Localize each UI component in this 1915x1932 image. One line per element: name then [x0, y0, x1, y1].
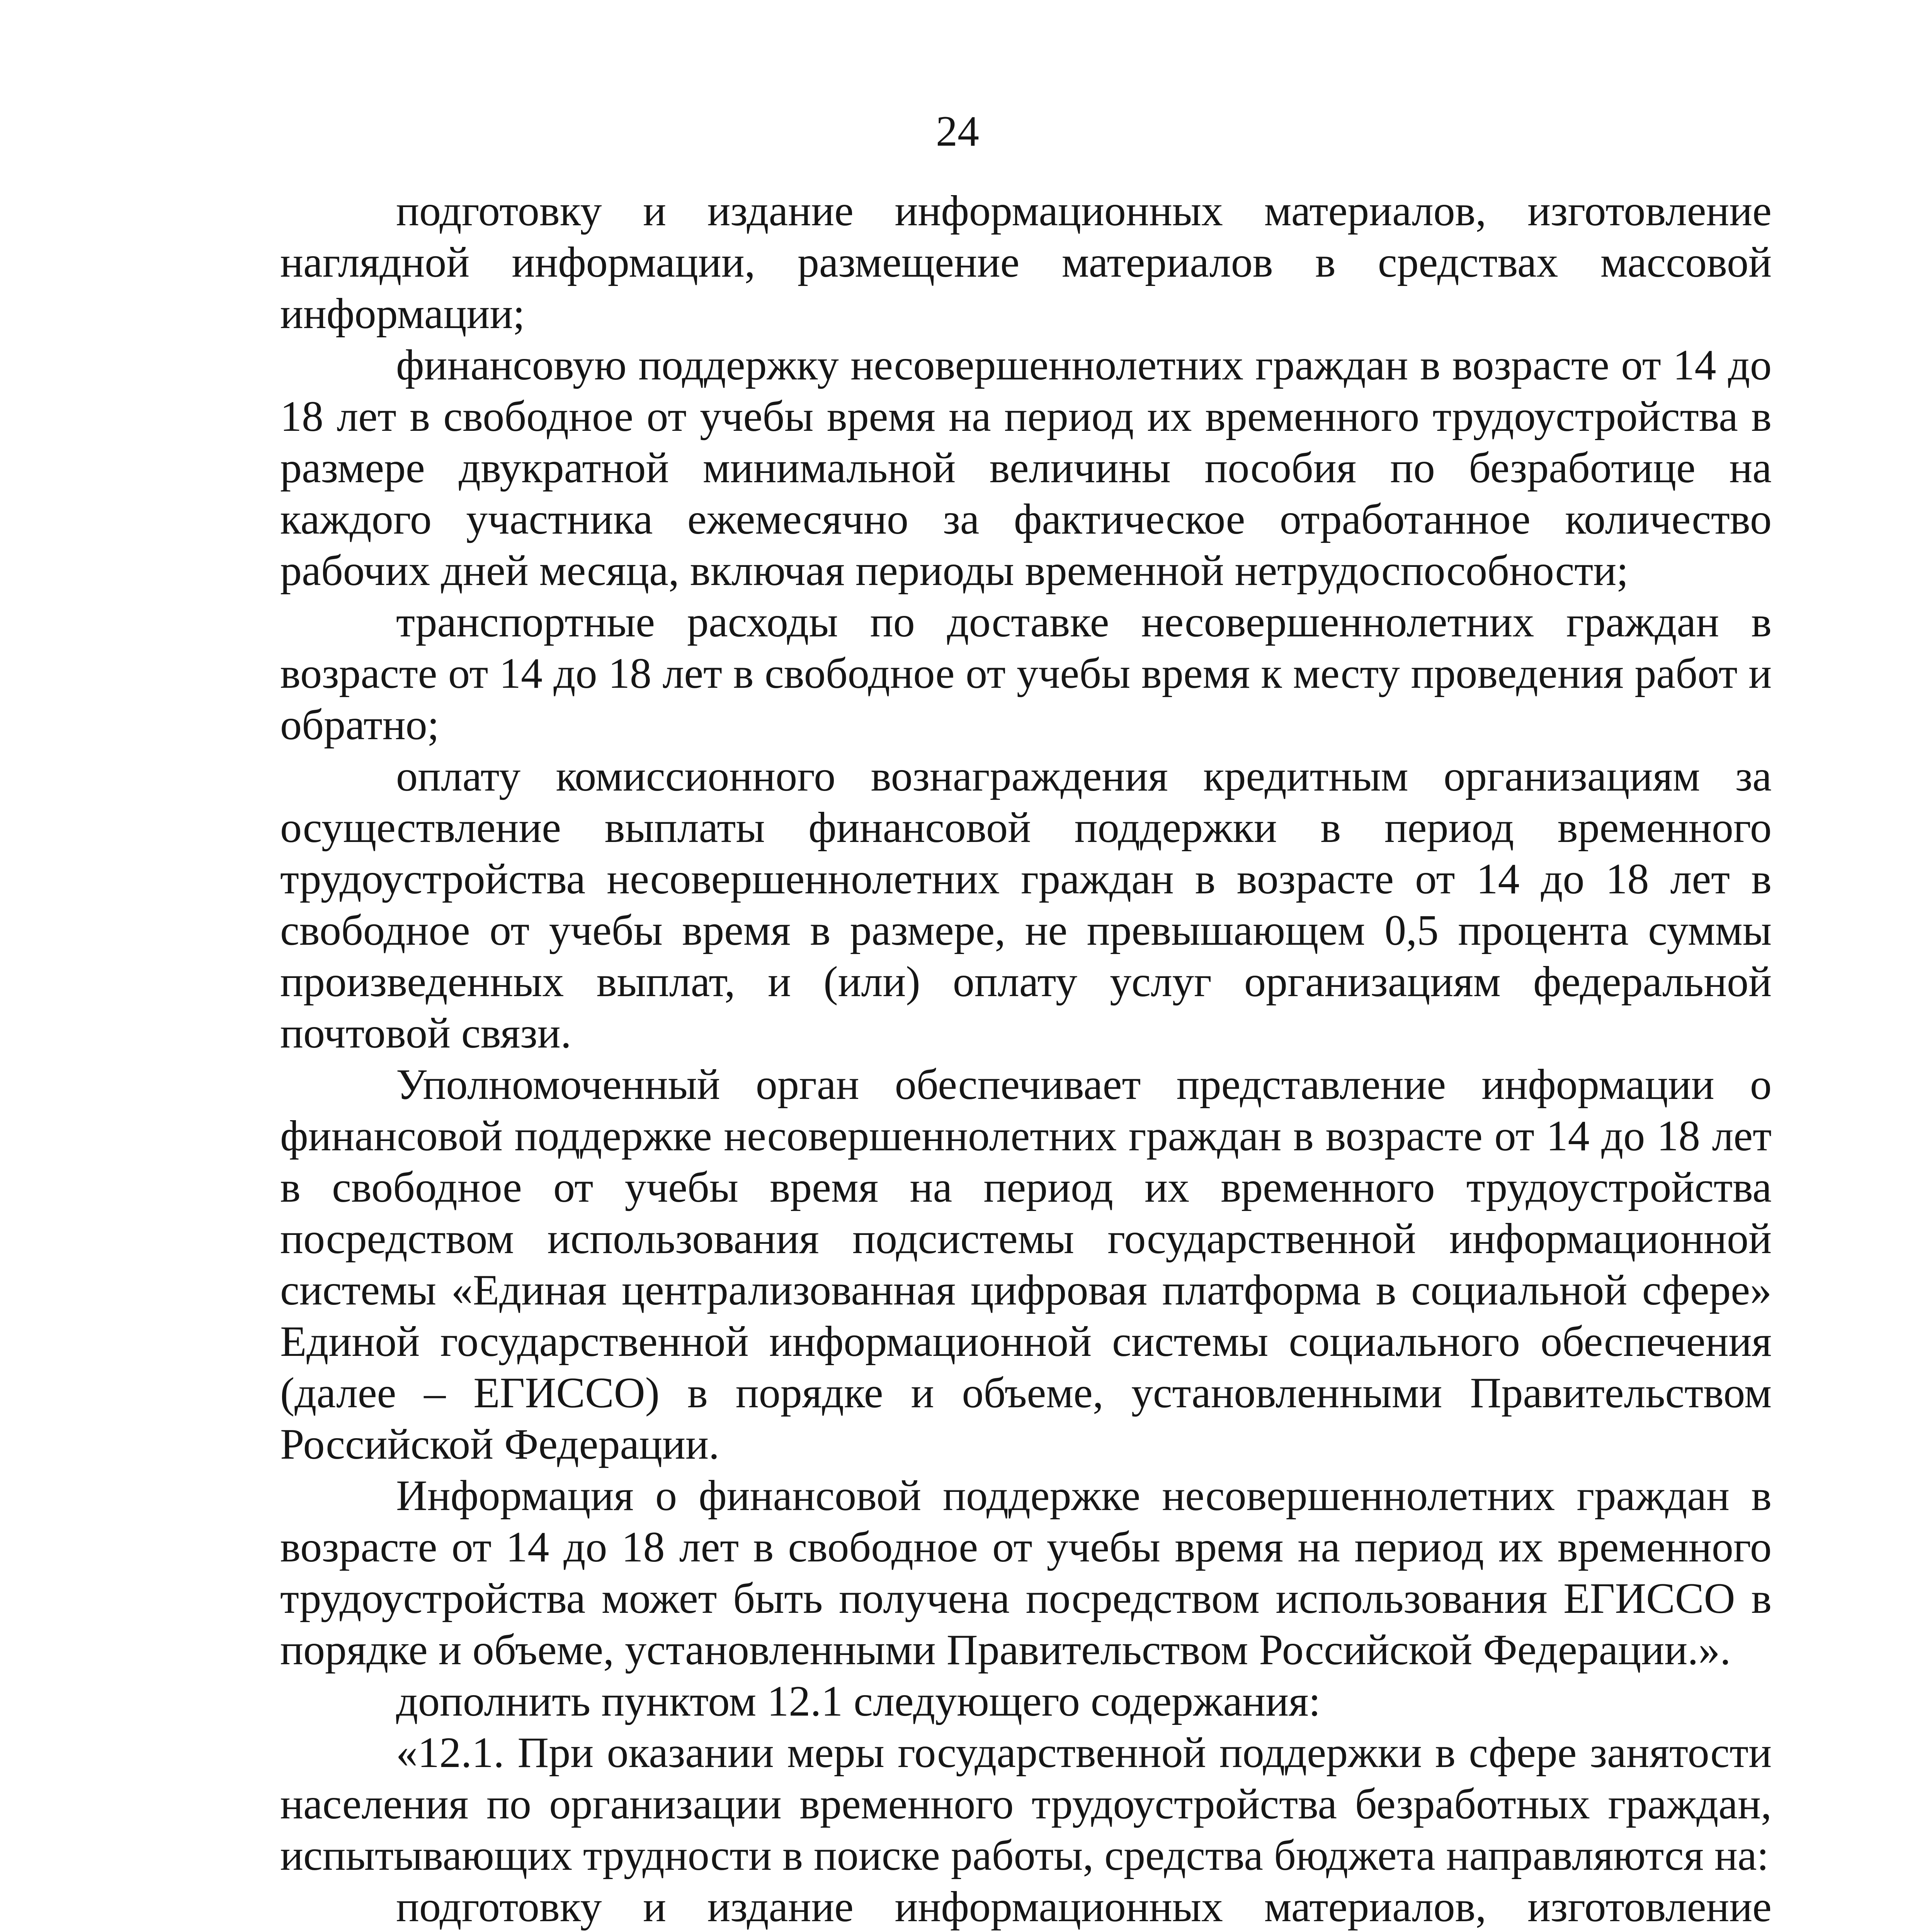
- paragraph: Информация о финансовой поддержке несовершеннолетних граждан в возрасте от 14 до 18 лет в свободное от учебы время на период их временного трудоустройства может быть получена посредством использования ЕГИССО в порядке и объеме, установленными Правительством Российской Федерации.».: [280, 1472, 1772, 1674]
- page-number: 24: [936, 107, 979, 155]
- document-body: [280, 185, 1772, 1932]
- paragraph: дополнить пунктом 12.1 следующего содержания:: [396, 1677, 1321, 1725]
- paragraph: транспортные расходы по доставке несовершеннолетних граждан в возрасте от 14 до 18 лет в свободное от учебы время к месту проведения работ и обратно;: [280, 598, 1772, 749]
- paragraph: Уполномоченный орган обеспечивает представление информации о финансовой поддержке несовершеннолетних граждан в возрасте от 14 до 18 лет в свободное от учебы время на период их временного трудоустройства посредством использования подсистемы государственной информационной системы «Единая централизованная цифровая платформа в социальной сфере» Единой государственной информационной системы социального обеспечения (далее – ЕГИССО) в порядке и объеме, установленными Правительством Российской Федерации.: [280, 1061, 1772, 1468]
- paragraph: оплату комиссионного вознаграждения кредитным организациям за осуществление выплаты финансовой поддержки в период временного трудоустройства несовершеннолетних граждан в возрасте от 14 до 18 лет в свободное от учебы время в размере, не превышающем 0,5 процента суммы произведенных выплат, и (или) оплату услуг организациям федеральной почтовой связи.: [280, 752, 1772, 1057]
- paragraph: подготовку и издание информационных материалов, изготовление наглядной информации, размещение материалов в средствах массовой информации;: [280, 187, 1772, 338]
- paragraph: подготовку и издание информационных материалов, изготовление: [396, 1883, 1772, 1931]
- paragraph: «12.1. При оказании меры государственной поддержки в сфере занятости населения по организации временного трудоустройства безработных граждан, испытывающих трудности в поиске работы, средства бюджета направляются на:: [280, 1729, 1772, 1879]
- paragraph: финансовую поддержку несовершеннолетних граждан в возрасте от 14 до 18 лет в свободное от учебы время на период их временного трудоустройства в размере двукратной минимальной величины пособия по безработице на каждого участника ежемесячно за фактическое отработанное количество рабочих дней месяца, включая периоды временной нетрудоспособности;: [280, 341, 1772, 595]
